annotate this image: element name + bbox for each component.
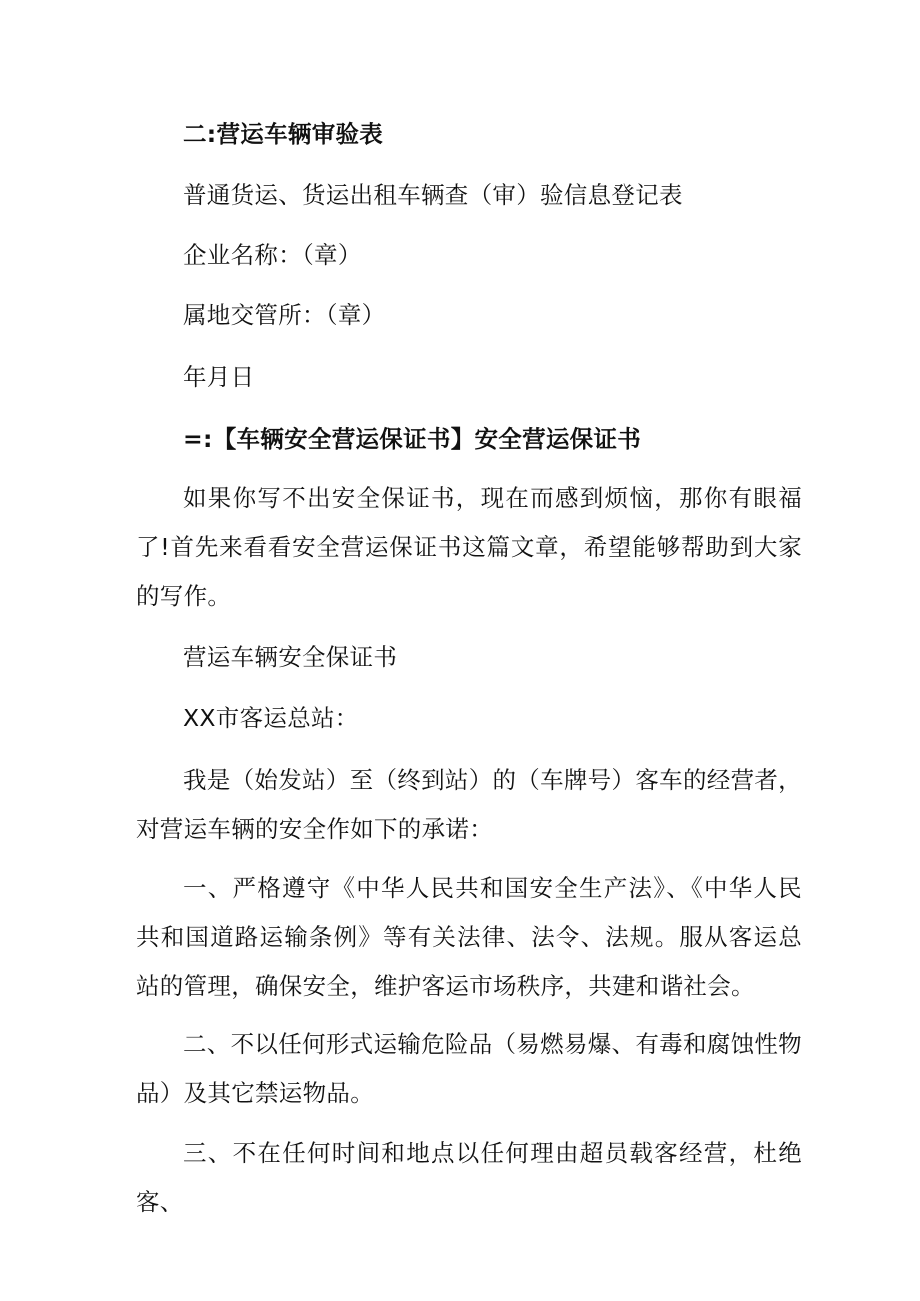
company-name-field: 企业名称：（章） bbox=[183, 241, 362, 269]
article-heading: =:【车辆安全营运保证书】安全营运保证书 bbox=[183, 425, 642, 453]
local-office-field: 属地交管所：（章） bbox=[183, 301, 386, 329]
section-title: 二:营运车辆审验表 bbox=[183, 120, 384, 148]
intro-paragraph: 如果你写不出安全保证书，现在而感到烦恼，那你有眼福了!首先来看看安全营运保证书这篇文章，希望能够帮助到大家的写作。 bbox=[136, 484, 802, 610]
promise-item-1: 一、严格遵守《中华人民共和国安全生产法》、《中华人民共和国道路运输条例》等有关法律、法令、法规。服从客运总站的管理，确保安全，维护客运市场秩序，共建和谐社会。 bbox=[136, 874, 802, 1000]
form-title: 普通货运、货运出租车辆查（审）验信息登记表 bbox=[183, 181, 683, 209]
date-field: 年月日 bbox=[183, 363, 255, 391]
promise-item-3: 三、不在任何时间和地点以任何理由超员载客经营，杜绝客、 bbox=[136, 1139, 802, 1216]
letter-title: 营运车辆安全保证书 bbox=[183, 643, 398, 671]
recipient: XX市客运总站： bbox=[183, 704, 359, 732]
promise-item-2: 二、不以任何形式运输危险品（易燃易爆、有毒和腐蚀性物品）及其它禁运物品。 bbox=[136, 1030, 802, 1107]
promise-intro-paragraph: 我是（始发站）至（终到站）的（车牌号）客车的经营者，对营运车辆的安全作如下的承诺： bbox=[136, 766, 802, 843]
